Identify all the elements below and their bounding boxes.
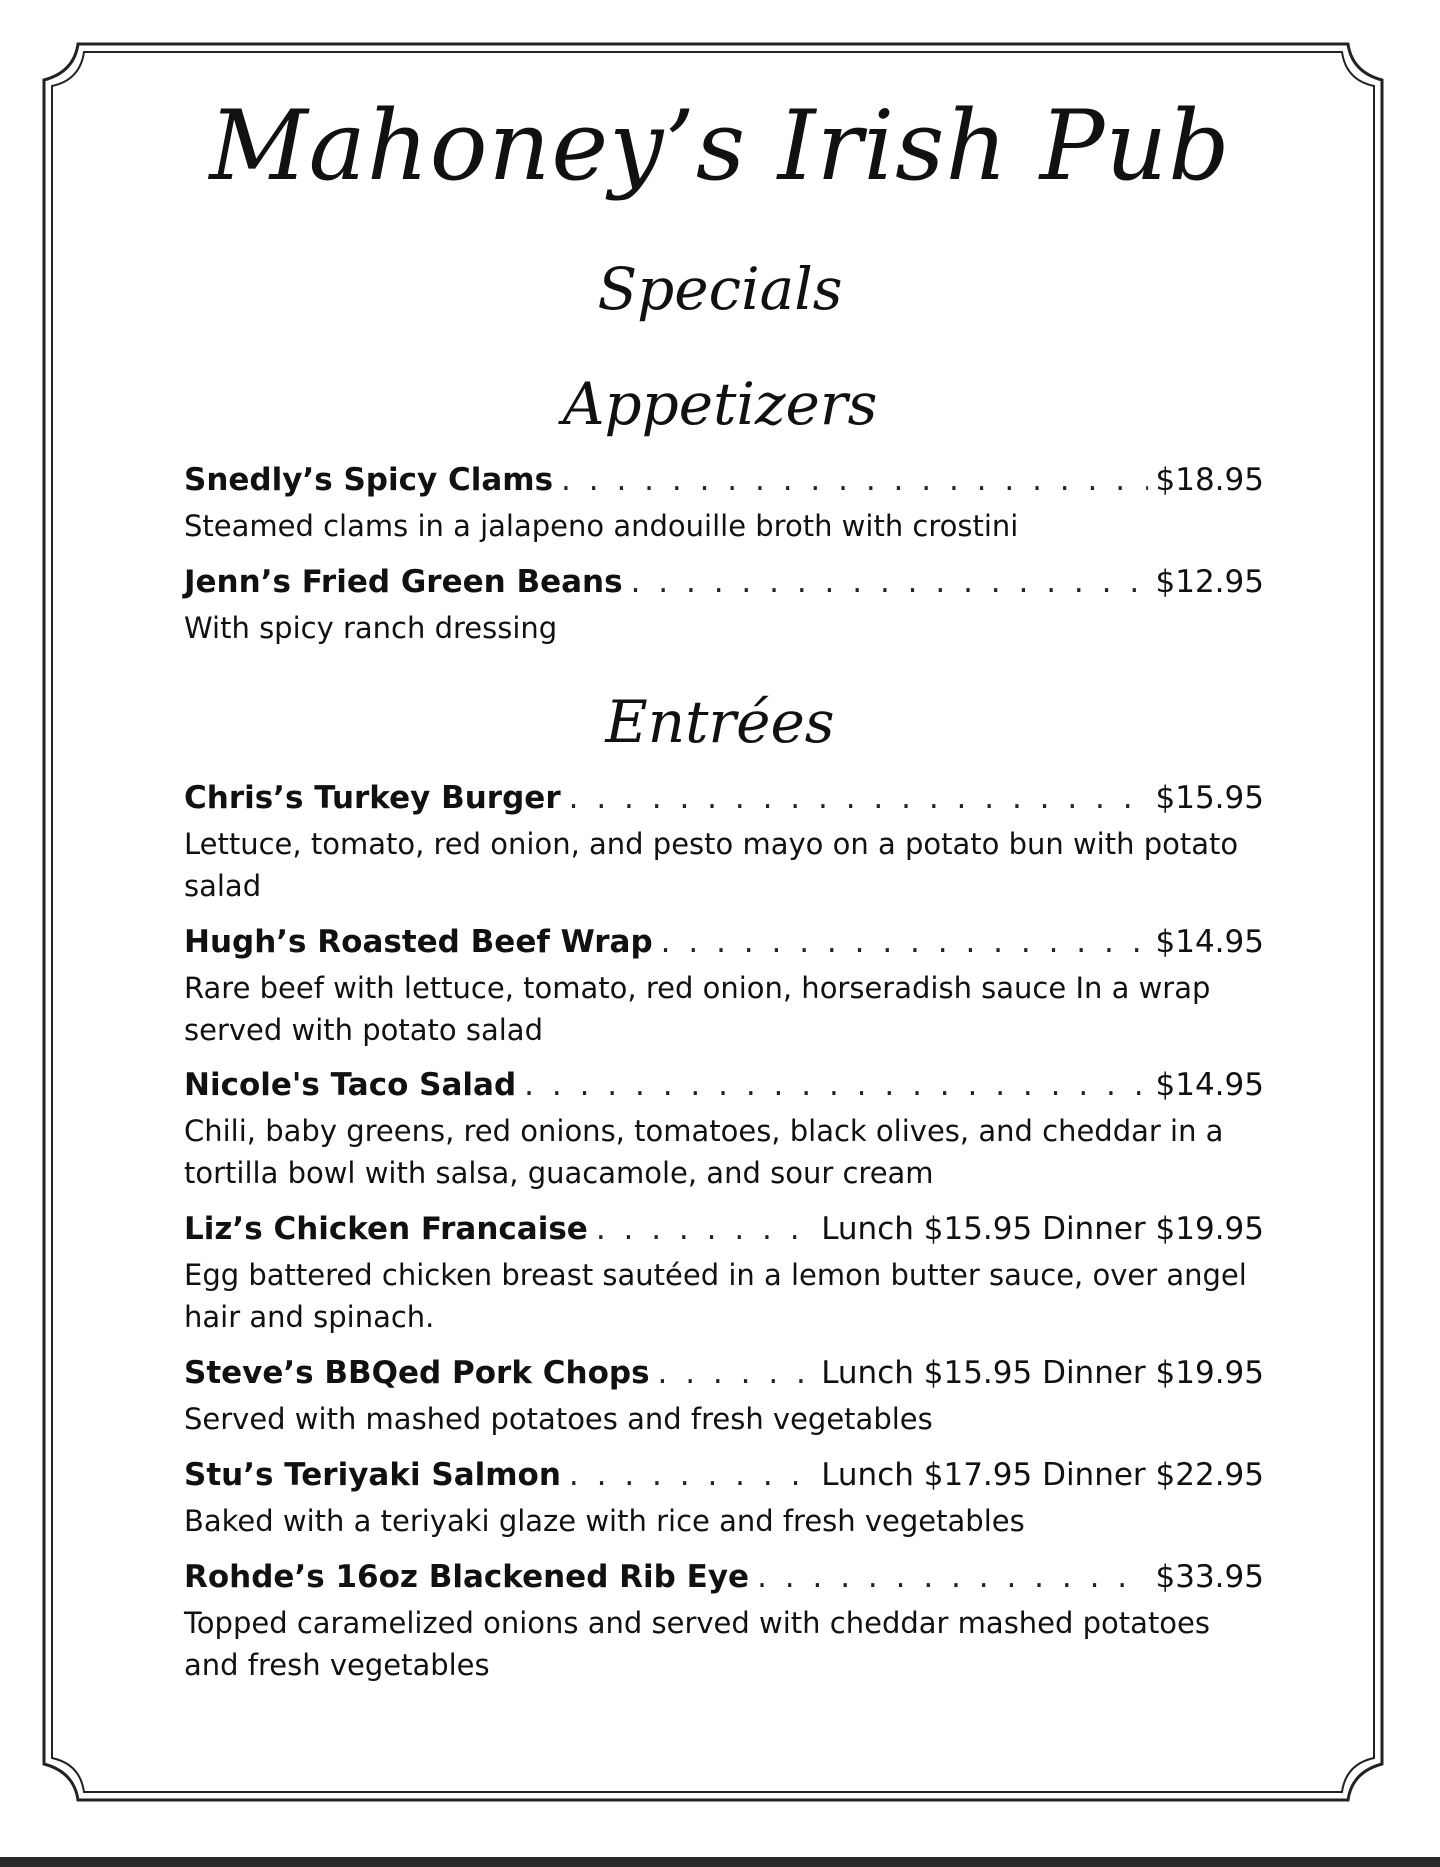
item-name: Stu’s Teriyaki Salmon xyxy=(184,1457,561,1493)
menu-item xyxy=(184,780,1264,907)
item-price: $18.95 xyxy=(1155,462,1264,498)
menu-item xyxy=(184,1067,1264,1194)
item-price: Lunch $15.95 Dinner $19.95 xyxy=(821,1211,1264,1247)
item-description: Steamed clams in a jalapeno andouille broth with crostini xyxy=(184,509,1019,543)
dot-leader xyxy=(596,1211,813,1247)
menu-item xyxy=(184,1457,1264,1542)
menu-item xyxy=(184,1211,1264,1338)
dot-leader xyxy=(569,780,1148,816)
item-name: Liz’s Chicken Francaise xyxy=(184,1211,588,1247)
item-description: Rare beef with lettuce, tomato, red onion, horseradish sauce In a wrap served with potato salad xyxy=(184,971,1211,1047)
item-description: Baked with a teriyaki glaze with rice and fresh vegetables xyxy=(184,1504,1025,1538)
pub-name: Mahoney’s Irish Pub xyxy=(209,90,1231,202)
menu-item xyxy=(184,564,1264,649)
menu-item xyxy=(184,462,1264,547)
dot-leader xyxy=(757,1559,1147,1595)
item-price: $14.95 xyxy=(1155,924,1264,960)
item-name: Rohde’s 16oz Blackened Rib Eye xyxy=(184,1559,750,1595)
item-price: $14.95 xyxy=(1155,1067,1264,1103)
item-description: Served with mashed potatoes and fresh vegetables xyxy=(184,1402,933,1436)
item-name: Snedly’s Spicy Clams xyxy=(184,462,554,498)
dot-leader xyxy=(661,924,1148,960)
item-name: Steve’s BBQed Pork Chops xyxy=(184,1355,650,1391)
item-price: $33.95 xyxy=(1155,1559,1264,1595)
appetizers-heading: Appetizers xyxy=(562,370,878,438)
item-price: $15.95 xyxy=(1155,780,1264,816)
item-name: Jenn’s Fried Green Beans xyxy=(184,564,623,600)
item-description: Chili, baby greens, red onions, tomatoes, black olives, and cheddar in a tortilla bowl with salsa, guacamole, and sour cream xyxy=(184,1114,1224,1190)
item-description: Lettuce, tomato, red onion, and pesto mayo on a potato bun with potato salad xyxy=(184,827,1239,903)
dot-leader xyxy=(658,1355,814,1391)
item-price: Lunch $15.95 Dinner $19.95 xyxy=(821,1355,1264,1391)
item-price: $12.95 xyxy=(1155,564,1264,600)
dot-leader xyxy=(524,1067,1147,1103)
dot-leader xyxy=(569,1457,813,1493)
item-price: Lunch $17.95 Dinner $22.95 xyxy=(821,1457,1264,1493)
item-description: Topped caramelized onions and served with cheddar mashed potatoes and fresh vegetables xyxy=(184,1606,1211,1682)
menu-item xyxy=(184,1355,1264,1440)
item-name: Hugh’s Roasted Beef Wrap xyxy=(184,924,653,960)
dot-leader xyxy=(561,462,1147,498)
item-description: Egg battered chicken breast sautéed in a lemon butter sauce, over angel hair and spinach. xyxy=(184,1258,1247,1334)
dot-leader xyxy=(631,564,1148,600)
item-name: Nicole's Taco Salad xyxy=(184,1067,517,1103)
specials-heading: Specials xyxy=(597,255,843,323)
item-name: Chris’s Turkey Burger xyxy=(184,780,561,816)
entrees-heading: Entrées xyxy=(605,688,835,756)
menu-item xyxy=(184,1559,1264,1686)
menu-item xyxy=(184,924,1264,1051)
item-description: With spicy ranch dressing xyxy=(184,611,558,645)
page-bottom-edge xyxy=(0,1857,1440,1867)
